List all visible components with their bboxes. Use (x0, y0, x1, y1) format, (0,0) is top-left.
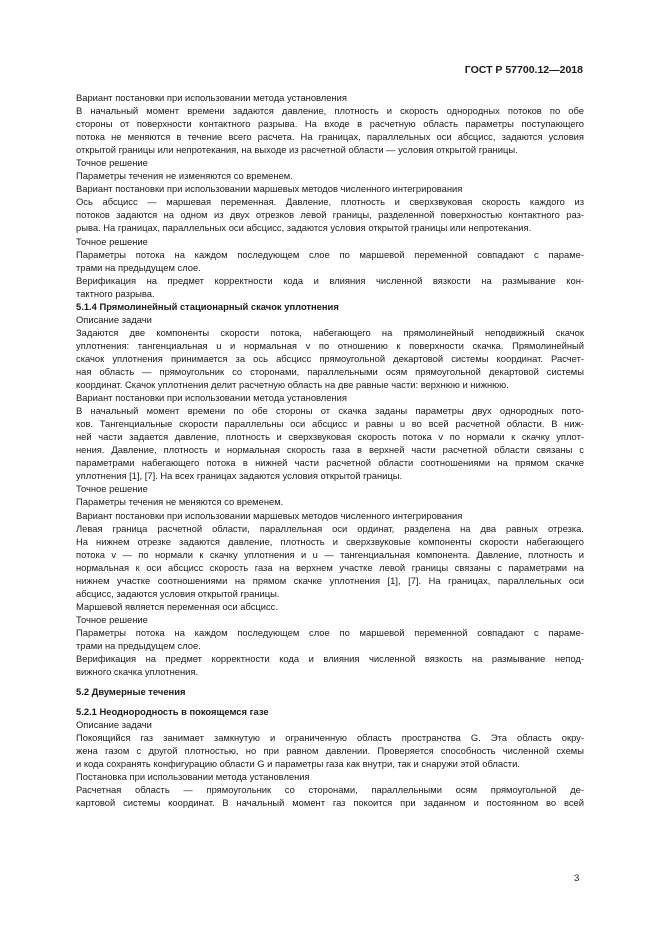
text-line: абсцисс, задаются условия открытой границы. (76, 587, 280, 599)
text-line: потока не меняются в течение всего расчета. На границах, параллельных оси абсцисс, задаются условия (76, 131, 584, 143)
document-code: ГОСТ Р 57700.12—2018 (464, 64, 583, 76)
text-line: Верификация на предмет корректности кода и влияния численной вязкость на размывание непод- (76, 653, 584, 665)
text-line: стороны от поверхности контактного разрыва. На входе в расчетную область параметры поступающего (76, 118, 584, 130)
text-line: Вариант постановки при использовании маршевых методов численного интегрирования (76, 509, 463, 521)
text-line: Вариант постановки при использовании метода установления (76, 92, 347, 103)
text-line: уплотнения: тангенциальная u и нормальная v по отношению к поверхности скачка. Прямолинейный (76, 339, 584, 351)
text-line: Точное решение (76, 157, 148, 169)
text-line: жена газом с другой плотностью, но при равном давлении. Проверяется способность численной схемы (76, 745, 584, 757)
text-line: координат. Скачок уплотнения делит расчетную область на две равные части: верхнюю и нижнюю. (76, 379, 509, 391)
text-line: Точное решение (76, 613, 148, 625)
text-line: ней части задается давление, плотность и сверхзвуковая скорость потока v по нормали к скачку уплот- (76, 431, 584, 443)
section-heading: 5.1.4 Прямолинейный стационарный скачок уплотнения (76, 300, 339, 312)
text-line: трами на предыдущем слое. (76, 639, 201, 651)
text-line: картовой системы координат. В начальный момент газ покоится при заданном и постоянном во всей (76, 797, 584, 809)
text-line: Точное решение (76, 235, 148, 247)
text-line: вижного скачка уплотнения. (76, 666, 199, 678)
text-line: потоков задаются на одном из двух отрезков левой границы, разделенной поверхностью контактного раз- (76, 209, 584, 221)
text-line: Точное решение (76, 483, 148, 495)
text-line: открытой границы или непротекания, на выходе из расчетной области — условия открытой границы. (76, 144, 518, 156)
text-line: Вариант постановки при использовании маршевых методов численного интегрирования (76, 183, 463, 195)
text-line: Левая граница расчетной области, параллельная оси ординат, разделена на два равных отрезка. (76, 522, 584, 534)
text-line: Постановка при использовании метода установления (76, 771, 310, 783)
text-line: трами на предыдущем слое. (76, 261, 201, 273)
text-line: Расчетная область — прямоугольник со сторонами, параллельными осям прямоугольной де- (76, 784, 584, 796)
text-line: Параметры потока на каждом последующем слое по маршевой переменной совпадают с параме- (76, 626, 584, 638)
text-line: скачок уплотнения принимается за ось абсцисс прямоугольной декартовой системы координат. Расчет- (76, 352, 584, 364)
text-line: и кода сохранять конфигурацию области G и параметры газа как внутри, так и снаружи этой области. (76, 758, 520, 770)
text-line: Описание задачи (76, 313, 152, 325)
text-line: В начальный момент времени задаются давление, плотность и скорость однородных потоков по обе (76, 105, 584, 117)
page-number: 3 (574, 873, 580, 884)
text-line: Покоящийся газ занимает замкнутую и ограниченную область пространства G. Эта область окру- (76, 732, 584, 744)
text-line: уплотнения [1], [7]. На всех границах задаются условия открытой границы. (76, 470, 403, 482)
text-line: Описание задачи (76, 719, 152, 731)
text-line: потока v — по нормали к скачку уплотнения и u — тангенциальная компонента. Давление, плотность и (76, 548, 584, 560)
text-line: Маршевой является переменная оси абсцисс. (76, 600, 278, 612)
text-line: ная область — прямоугольник со сторонами, параллельными осям прямоугольной декартовой системы (76, 365, 584, 377)
text-line: нения. Давление, плотность и нормальная скорость газа в верхней части расчетной области связаны с (76, 444, 584, 456)
text-line: Верификация на предмет корректности кода и влияния численной вязкости на размывание кон- (76, 274, 584, 286)
text-line: Параметры потока на каждом последующем слое по маршевой переменной совпадают с параме- (76, 248, 584, 260)
section-heading: 5.2.1 Неоднородность в покоящемся газе (76, 706, 269, 718)
text-line: На нижнем отрезке задаются давление, плотность и сверхзвуковые компоненты скорости набегающего (76, 535, 584, 547)
text-line: рыва. На границах, параллельных оси абсцисс, задаются условия открытой границы или непротекания. (76, 222, 532, 234)
text-line: параметрами набегающего потока в нижней части расчетной области соотношениями на прямом скачке (76, 457, 584, 469)
text-line: Вариант постановки при использовании метода установления (76, 392, 347, 404)
text-line: нижнем участке соотношениями на прямом скачке уплотнения [1], [7]. На границах, параллельных оси (76, 574, 584, 586)
text-line: Ось абсцисс — маршевая переменная. Давление, плотность и сверхзвуковая скорость каждого из (76, 196, 584, 208)
text-line: Задаются две компоненты скорости потока, набегающего на прямолинейный неподвижный скачок (76, 326, 584, 338)
text-line: ков. Тангенциальные скорости параллельны оси абсцисс и равны u во всей расчетной области. В ниж- (76, 418, 584, 430)
text-line: Параметры течения не меняются со временем. (76, 496, 284, 508)
text-line: нормальная к оси абсцисс скорость газа на верхнем участке левой границы связаны с параметрами на (76, 561, 584, 573)
document-body (76, 91, 584, 810)
text-line: В начальный момент времени по обе стороны от скачка заданы параметры двух однородных пото- (76, 405, 584, 417)
text-line: тактного разрыва. (76, 287, 155, 299)
text-line: Параметры течения не изменяются со временем. (76, 170, 293, 182)
section-heading: 5.2 Двумерные течения (76, 686, 186, 698)
